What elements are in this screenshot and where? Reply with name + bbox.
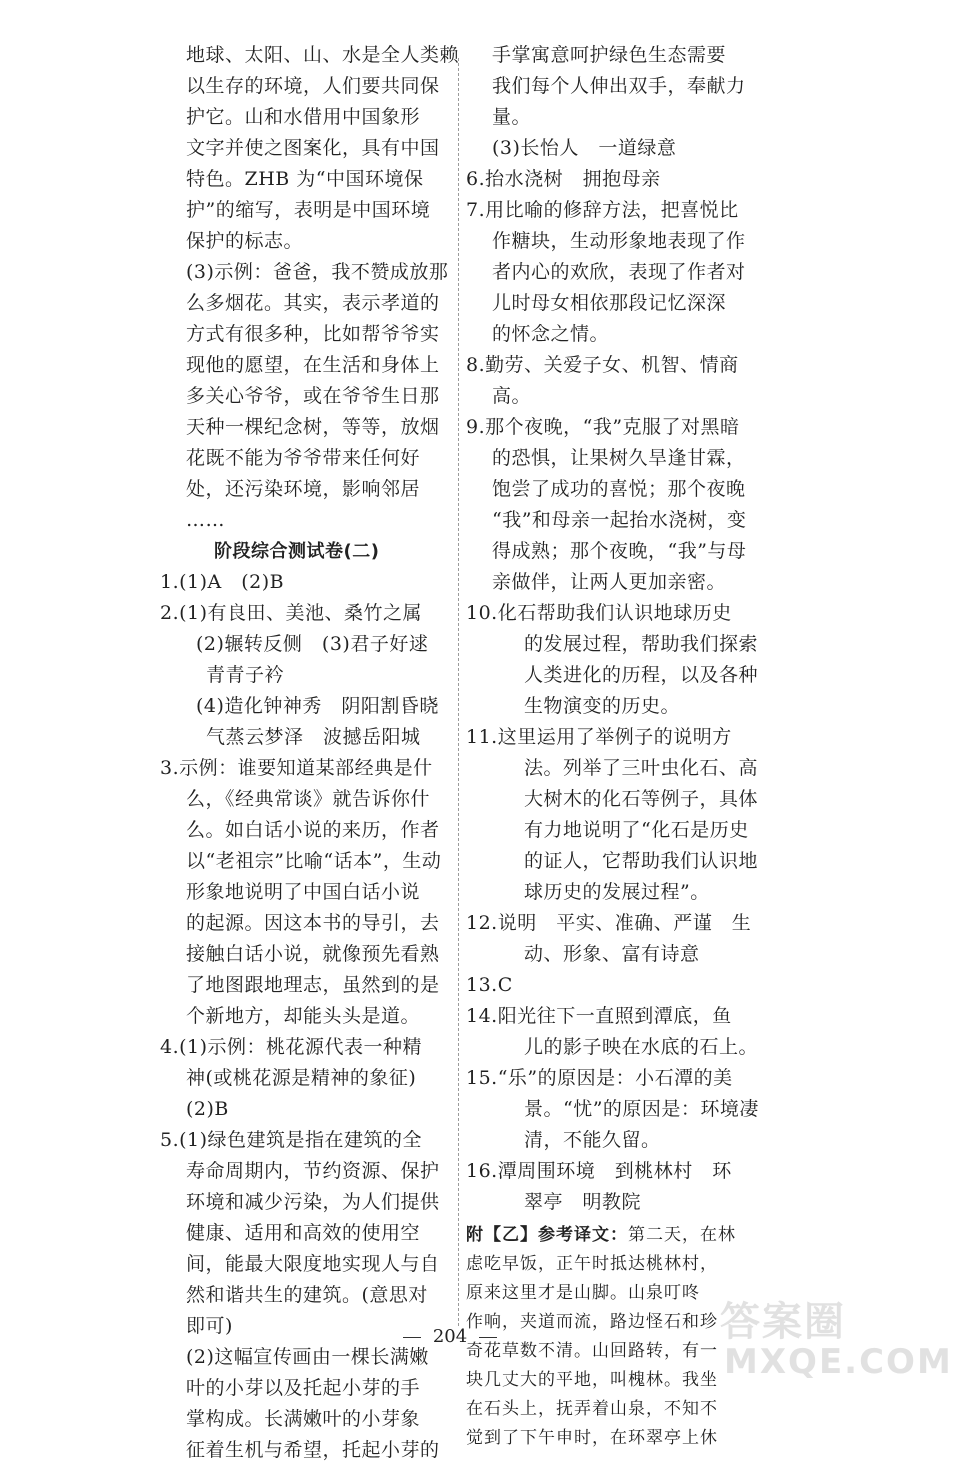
text-line: 儿时母女相依那段记忆深深 [492, 292, 727, 314]
text-line: “我”和母亲一起抬水浇树，变 [492, 509, 747, 531]
text-line: 即可) [186, 1315, 233, 1337]
text-line: 得成熟；那个夜晚，“我”与母 [492, 540, 747, 562]
text-line: 有力地说明了“化石是历史 [524, 819, 749, 841]
text-line: 么。如白话小说的来历，作者 [186, 819, 440, 841]
text-line: (3)长怡人 一道绿意 [492, 137, 677, 159]
text-line: 叶的小芽以及托起小芽的手 [186, 1377, 421, 1399]
text-line: 量。 [492, 106, 532, 128]
text-line: 高。 [492, 385, 532, 407]
watermark-bottom-text: MXQE.COM [724, 1342, 953, 1382]
text-line: 14.阳光往下一直照到潭底，鱼 [466, 1005, 732, 1027]
text-line: 法。列举了三叶虫化石、高 [524, 757, 759, 779]
text-line: 接触白话小说，就像预先看熟 [186, 943, 440, 965]
text-line: 的证人，它帮助我们认识地 [524, 850, 759, 872]
appendix-line: 块几丈大的平地，叫槐林。我坐 [466, 1370, 718, 1390]
text-line: 12.说明 平实、准确、严谨 生 [466, 912, 752, 934]
page-number: 204 [432, 1326, 468, 1347]
text-line: 人类进化的历程，以及各种 [524, 664, 759, 686]
column-divider [458, 58, 459, 1326]
text-line: 饱尝了成功的喜悦；那个夜晚 [492, 478, 746, 500]
text-line: (3)示例：爸爸，我不赞成放那 [186, 261, 449, 283]
appendix-line: 奇花草数不清。山回路转，有一 [466, 1341, 718, 1361]
text-line: 大树木的化石等例子，具体 [524, 788, 759, 810]
appendix-first-line [466, 1221, 756, 1250]
text-line: 气蒸云梦泽 波撼岳阳城 [206, 726, 421, 748]
section-heading: 阶段综合测试卷(二) [214, 541, 380, 562]
text-line: 花既不能为爷爷带来任何好 [186, 447, 421, 469]
text-line: 我们每个人伸出双手，奉献力 [492, 75, 746, 97]
right-column-lines [466, 40, 759, 1218]
text-line: 文字并使之图案化，具有中国 [186, 137, 440, 159]
text-line: 然和谐共生的建筑。(意思对 [186, 1284, 428, 1306]
text-line: 的恐惧，让果树久旱逢甘霖， [492, 447, 746, 469]
appendix-line: 虑吃早饭，正午时抵达桃林村， [466, 1254, 718, 1274]
appendix-line: 在石头上，抚弄着山泉，不知不 [466, 1399, 718, 1419]
text-line: 11.这里运用了举例子的说明方 [466, 726, 732, 748]
text-line: 健康、适用和高效的使用空 [186, 1222, 421, 1244]
text-line: 的起源。因这本书的导引，去 [186, 912, 440, 934]
text-line: 多关心爷爷，或在爷爷生日那 [186, 385, 440, 407]
appendix-line: 作响，夹道而流，路边怪石和珍 [466, 1312, 718, 1332]
text-line: 10.化石帮助我们认识地球历史 [466, 602, 732, 624]
text-line: (4)造化钟神秀 阴阳割昏晓 [196, 695, 439, 717]
text-line: 清，不能久留。 [524, 1129, 661, 1151]
text-line: 天种一棵纪念树，等等，放烟 [186, 416, 440, 438]
text-line: 景。“忧”的原因是：环境凄 [524, 1098, 759, 1120]
appendix-label: 附【乙】参考译文： [466, 1225, 628, 1245]
text-line: 征着生机与希望，托起小芽的 [186, 1439, 440, 1461]
appendix-line: 原来这里才是山脚。山泉叮咚 [466, 1283, 700, 1303]
appendix-line: 觉到了下午申时，在环翠亭上休 [466, 1428, 718, 1448]
text-line: 球历史的发展过程”。 [524, 881, 710, 903]
text-line: 特色。ZHB 为“中国环境保 [186, 168, 424, 190]
text-line: 寿命周期内，节约资源、保护 [186, 1160, 440, 1182]
text-line: (2)辗转反侧 (3)君子好逑 [196, 633, 429, 655]
text-line: 16.潭周围环境 到桃林村 环 [466, 1160, 732, 1182]
watermark-logo [720, 1290, 953, 1385]
text-line: (2)B [186, 1098, 229, 1120]
text-line: 翠亭 明教院 [524, 1191, 642, 1213]
footer-dash-right [479, 1337, 497, 1338]
text-line: 手掌寓意呵护绿色生态需要 [492, 44, 727, 66]
text-line: 13.C [466, 974, 513, 996]
text-line: 7.用比喻的修辞方法，把喜悦比 [466, 199, 739, 221]
text-line: (2)这幅宣传画由一棵长满嫩 [186, 1346, 429, 1368]
text-line: 儿的影子映在水底的石上。 [524, 1036, 759, 1058]
text-line: 以“老祖宗”比喻“话本”，生动 [186, 850, 442, 872]
text-line: 方式有很多种，比如帮爷爷实 [186, 323, 440, 345]
text-line: 保护的标志。 [186, 230, 304, 252]
watermark-top-text: 答案圈 [720, 1299, 846, 1345]
text-line: 1.(1)A (2)B [160, 571, 285, 593]
text-line: 动、形象、富有诗意 [524, 943, 700, 965]
footer-dash-left [403, 1337, 421, 1338]
text-line: 个新地方，却能头头是道。 [186, 1005, 421, 1027]
text-line: 青青子衿 [206, 664, 285, 686]
text-line: 环境和减少污染，为人们提供 [186, 1191, 440, 1213]
text-line: 的发展过程，帮助我们探索 [524, 633, 759, 655]
text-line: 生物演变的历史。 [524, 695, 681, 717]
text-line: 护”的缩写，表明是中国环境 [186, 199, 431, 221]
text-line: 3.示例：谁要知道某部经典是什 [160, 757, 433, 779]
text-line: …… [186, 509, 225, 531]
text-line: 现他的愿望，在生活和身体上 [186, 354, 440, 376]
text-line: 掌构成。长满嫩叶的小芽象 [186, 1408, 421, 1430]
text-line: 以生存的环境，人们要共同保 [186, 75, 440, 97]
text-line: 么多烟花。其实，表示孝道的 [186, 292, 440, 314]
text-line: 地球、太阳、山、水是全人类赖 [186, 44, 460, 66]
text-line: 的怀念之情。 [492, 323, 610, 345]
text-line: 护它。山和水借用中国象形 [186, 106, 421, 128]
text-line: 2.(1)有良田、美池、桑竹之属 [160, 602, 423, 624]
text-line: 8.勤劳、关爱子女、机智、情商 [466, 354, 739, 376]
text-line: 者内心的欢欣，表现了作者对 [492, 261, 746, 283]
text-line: 作糖块，生动形象地表现了作 [492, 230, 746, 252]
text-line: 15.“乐”的原因是：小石潭的美 [466, 1067, 733, 1089]
text-line: 了地图跟地理志，虽然到的是 [186, 974, 440, 996]
text-line: 神(或桃花源是精神的象征) [186, 1067, 417, 1089]
text-line: 形象地说明了中国白话小说 [186, 881, 421, 903]
text-line: 亲做伴，让两人更加亲密。 [492, 571, 727, 593]
text-line: 间，能最大限度地实现人与自 [186, 1253, 440, 1275]
text-line: 6.抬水浇树 拥抱母亲 [466, 168, 661, 190]
appendix-line: 第二天，在林 [628, 1225, 736, 1245]
text-line: 4.(1)示例：桃花源代表一种精 [160, 1036, 423, 1058]
text-line: 么，《经典常谈》就告诉你什 [186, 788, 431, 810]
text-line: 9.那个夜晚，“我”克服了对黑暗 [466, 416, 740, 438]
right-column [466, 40, 759, 1453]
text-line: 处，还污染环境，影响邻居 [186, 478, 421, 500]
left-column [160, 40, 460, 1466]
text-line: 5.(1)绿色建筑是指在建筑的全 [160, 1129, 423, 1151]
